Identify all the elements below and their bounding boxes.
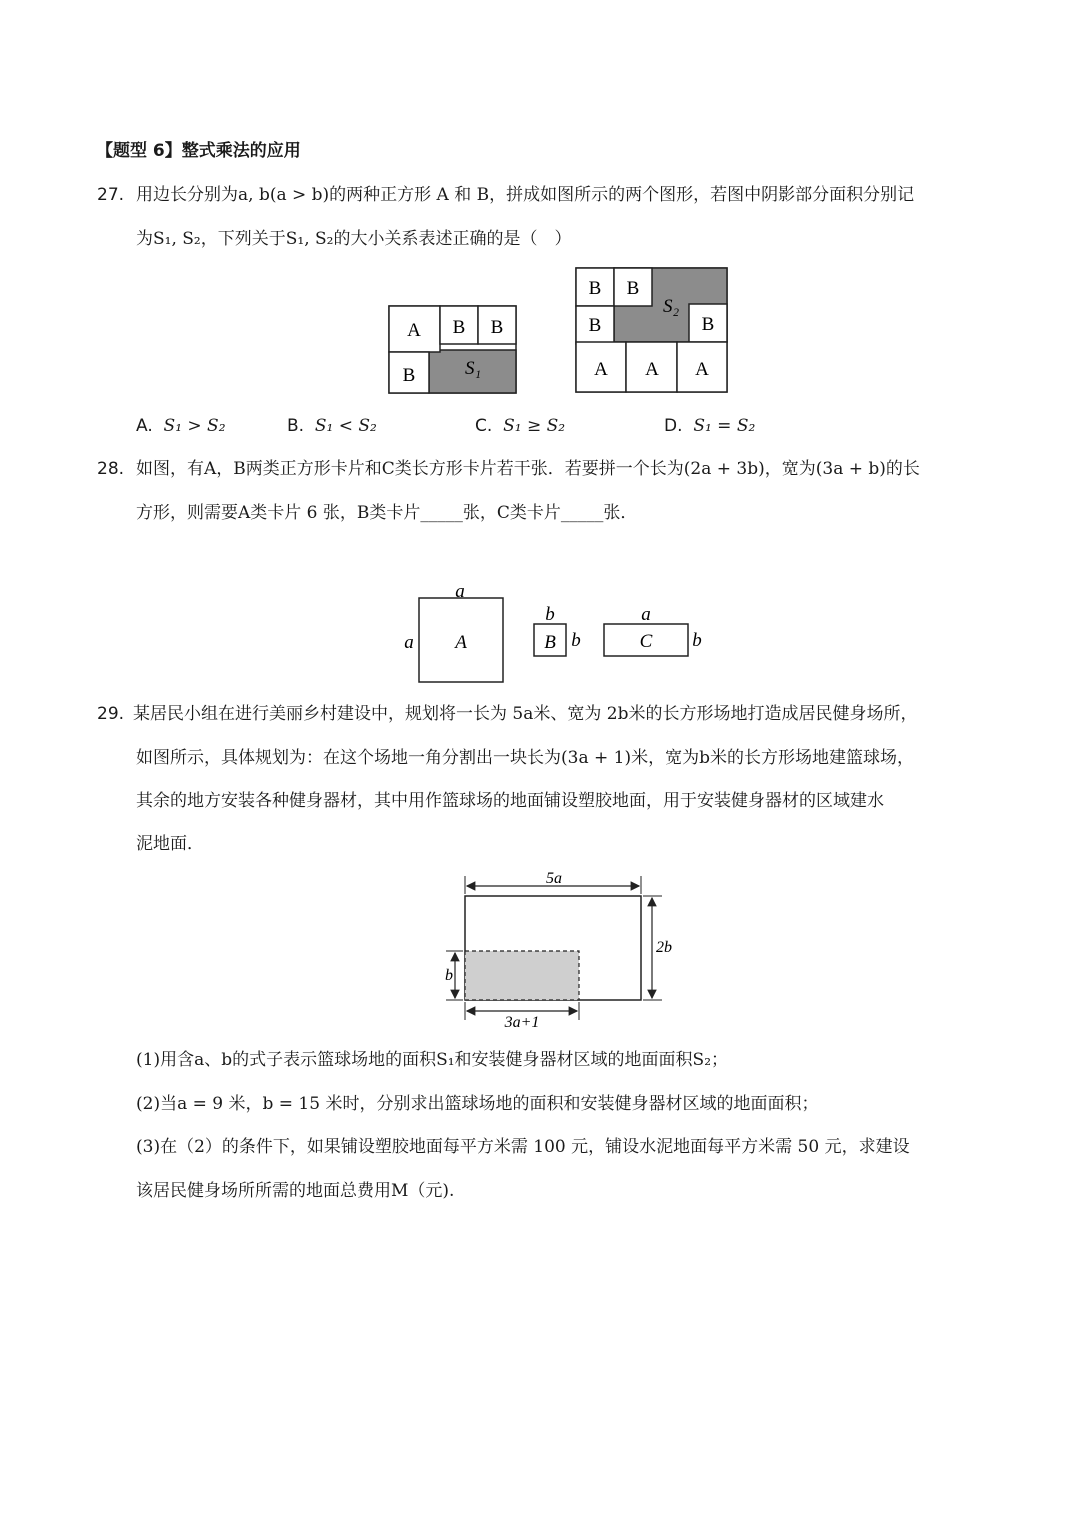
- q29-bottom-label: 3a+1: [504, 1014, 540, 1030]
- q29-line2: 如图所示，具体规划为：在这个场地一角分割出一块长为(3a + 1)米，宽为b米的长方形场地建篮球场，: [136, 748, 914, 768]
- q27-option-c-letter: C.: [475, 416, 493, 436]
- q27-figure-1: [385, 300, 525, 400]
- q27-option-d-letter: D.: [664, 416, 683, 436]
- q28-card-c-side-label: b: [692, 630, 702, 651]
- q28-card-b-side-label: b: [571, 630, 581, 651]
- q28-line2: 方形，则需要A类卡片 6 张，B类卡片_____张，C类卡片_____张．: [136, 503, 638, 523]
- q29-number: 29.: [97, 704, 125, 724]
- q27-fig2-label-b3: B: [588, 315, 602, 336]
- q27-option-d-text: S₁ = S₂: [693, 416, 756, 436]
- q27-fig2-label-a1: A: [594, 359, 608, 380]
- q27-fig2-s2-label: S₂: [662, 296, 680, 317]
- q28-card-a-side-label: a: [404, 632, 414, 653]
- q29-sub2: (2)当a = 9 米，b = 15 米时，分别求出篮球场地的面积和安装健身器材区域的地面面积；: [136, 1094, 819, 1114]
- q27-option-c[interactable]: [475, 415, 565, 437]
- q29-line4: 泥地面．: [136, 834, 204, 854]
- q29-right-label: 2b: [656, 939, 672, 956]
- q28-card-a-top-label: a: [455, 581, 465, 602]
- q29-top-label: 5a: [546, 870, 562, 887]
- q27-option-b[interactable]: [287, 415, 377, 437]
- q29-field-figure: [440, 868, 680, 1030]
- q27-fig2-label-a3: A: [695, 359, 709, 380]
- q29-sub3-line2: 该居民健身场所所需的地面总费用M（元).: [136, 1181, 455, 1201]
- q27-fig2-label-b1: B: [588, 278, 602, 299]
- q29-line1: 某居民小组在进行美丽乡村建设中，规划将一长为 5a米、宽为 2b米的长方形场地打造成居民健身场所，: [133, 704, 918, 724]
- q28-card-b-name: B: [544, 632, 556, 653]
- q29-line3: 其余的地方安装各种健身器材，其中用作篮球场的地面铺设塑胶地面，用于安装健身器材的区域建水: [136, 791, 884, 811]
- q27-option-a[interactable]: [136, 415, 226, 437]
- q27-option-c-text: S₁ ≥ S₂: [503, 416, 566, 436]
- section-heading: 【题型 6】整式乘法的应用: [96, 141, 301, 161]
- q28-number: 28.: [97, 459, 125, 479]
- q29-sub3-line1: (3)在（2）的条件下，如果铺设塑胶地面每平方米需 100 元，铺设水泥地面每平方米需 50 元，求建设: [136, 1137, 910, 1157]
- q27-fig1-label-b3: B: [402, 365, 416, 386]
- q27-option-b-letter: B.: [287, 416, 305, 436]
- q27-fig1-label-b2: B: [490, 317, 504, 338]
- q29-sub1: (1)用含a、b的式子表示篮球场地的面积S₁和安装健身器材区域的地面面积S₂；: [136, 1050, 729, 1070]
- q27-option-a-letter: A.: [136, 416, 153, 436]
- q27-line1: 用边长分别为a, b(a > b)的两种正方形 A 和 B，拼成如图所示的两个图形，若图中阴影部分面积分别记: [136, 185, 915, 205]
- q27-line2: 为S₁, S₂，下列关于S₁, S₂的大小关系表述正确的是（ ）: [136, 229, 572, 249]
- q28-card-a-name: A: [455, 632, 467, 653]
- q28-card-c-top-label: a: [641, 604, 651, 625]
- q27-option-d[interactable]: [664, 415, 755, 437]
- q29-court-shaded: [465, 951, 579, 1000]
- q27-fig1-label-a: A: [407, 320, 421, 341]
- q27-fig2-label-b4: B: [701, 314, 715, 335]
- q27-option-b-text: S₁ < S₂: [314, 416, 377, 436]
- q27-figure-2: [572, 264, 732, 398]
- q28-cards-figure: [395, 578, 715, 688]
- q27-fig2-label-b2: B: [626, 278, 640, 299]
- q27-fig2-label-a2: A: [645, 359, 659, 380]
- q28-line1: 如图，有A，B两类正方形卡片和C类长方形卡片若干张．若要拼一个长为(2a + 3b)，宽为(3a + b)的长: [136, 459, 920, 479]
- q28-card-b-top-label: b: [545, 604, 555, 625]
- q27-option-a-text: S₁ > S₂: [163, 416, 226, 436]
- q27-fig1-s1-label: S₁: [464, 358, 482, 379]
- q27-number: 27.: [97, 185, 125, 205]
- q29-left-label: b: [445, 967, 453, 984]
- q28-card-c-name: C: [639, 631, 653, 652]
- q27-fig1-label-b1: B: [452, 317, 466, 338]
